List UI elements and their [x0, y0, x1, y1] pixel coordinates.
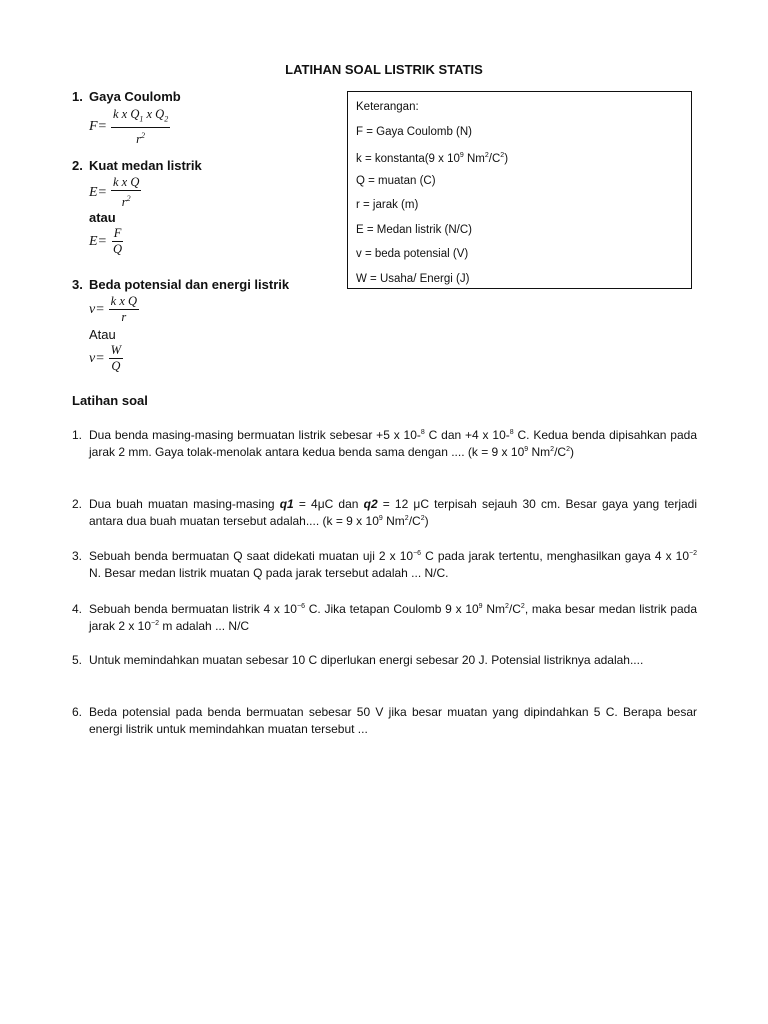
numerator-text: x Q	[143, 107, 165, 121]
formula-lhs: v=	[89, 350, 105, 366]
question-item	[72, 652, 697, 669]
keterangan-text: /C	[488, 152, 501, 165]
question-number: 5.	[72, 653, 83, 667]
question-number: 6.	[72, 705, 83, 719]
numerator-text: k x Q	[113, 107, 140, 121]
superscript: 2	[141, 130, 146, 140]
question-text: Sebuah benda bermuatan Q saat didekati muatan uji 2 x $10^{-6}$ C pada jarak tertentu, menghasilkan gaya 4 x $10^{-2}$ N. Besar medan listrik muatan Q pada jarak tersebut adalah ... N/C.	[89, 549, 697, 580]
keterangan-item-k	[356, 145, 683, 170]
question-text: Beda potensial pada benda bermuatan sebesar 50 V jika besar muatan yang dipindahkan 5 C. Berapa besar energi listrik untuk memindahkan muatan tersebut ...	[89, 705, 697, 736]
formula-coulomb	[89, 107, 170, 147]
keterangan-item: r = jarak (m)	[356, 199, 419, 211]
keterangan-box	[347, 91, 692, 289]
section-number: 3.	[72, 277, 83, 292]
fraction-denominator: Q	[113, 242, 123, 256]
denominator-text: r	[136, 131, 142, 146]
formula-lhs: E=	[89, 233, 107, 249]
question-item	[72, 496, 697, 530]
question-text: Dua buah muatan masing-masing q1 = 4μC dan q2 = 12 μC terpisah sejauh 30 cm. Besar gaya yang terjadi antara dua buah muatan tersebut adalah.... (k = 9 x $10^9$ $Nm^2/C^2$)	[89, 497, 698, 528]
or-label: Atau	[89, 327, 116, 342]
keterangan-item: E = Medan listrik (N/C)	[356, 223, 472, 236]
subscript: 2	[164, 114, 169, 124]
formula-medan-2	[89, 226, 124, 257]
question-number: 2.	[72, 497, 83, 511]
question-item	[72, 427, 697, 461]
section-label: Beda potensial dan energi listrik	[89, 277, 290, 292]
fraction-numerator: k x Q	[113, 175, 140, 189]
keterangan-item: Q = muatan (C)	[356, 174, 436, 187]
question-item	[72, 704, 697, 738]
or-label: atau	[89, 210, 116, 225]
keterangan-item: F = Gaya Coulomb (N)	[356, 125, 472, 138]
fraction-denominator: r	[121, 310, 127, 324]
keterangan-item: v = beda potensial (V)	[356, 248, 469, 260]
keterangan-heading: Keterangan:	[356, 101, 419, 113]
fraction-numerator: k x Q	[110, 294, 138, 308]
fraction	[111, 175, 141, 210]
question-item	[72, 601, 697, 635]
keterangan-text: )	[504, 152, 509, 165]
formula-medan-1	[89, 175, 141, 210]
superscript: 2	[484, 152, 489, 159]
fraction	[109, 294, 139, 325]
fraction-denominator	[134, 128, 147, 147]
fraction	[111, 107, 170, 147]
section-heading-gaya-coulomb	[72, 89, 181, 104]
section-heading-beda-potensial	[72, 277, 289, 292]
formula-lhs: F=	[89, 118, 107, 134]
section-number: 2.	[72, 158, 83, 173]
section-number: 1.	[72, 89, 83, 104]
question-text: Sebuah benda bermuatan listrik 4 x $10^{-6}$ C. Jika tetapan Coulomb 9 x $10^9$ $Nm^2/C^2$, maka besar medan listrik pada jarak 2 x $10^{-2}$ m adalah ... N/C	[89, 602, 697, 633]
fraction-numerator: F	[113, 226, 122, 240]
formula-lhs: v=	[89, 301, 105, 317]
section-label: Kuat medan listrik	[89, 158, 202, 173]
fraction	[109, 343, 123, 374]
fraction	[111, 226, 124, 257]
fraction-numerator	[111, 107, 170, 128]
section-heading-kuat-medan	[72, 158, 202, 173]
superscript: 2	[500, 152, 505, 159]
question-number: 4.	[72, 602, 83, 616]
keterangan-item: W = Usaha/ Energi (J)	[356, 272, 470, 285]
formula-potensial-2	[89, 343, 123, 374]
keterangan-text: Nm	[463, 152, 485, 165]
question-text: Untuk memindahkan muatan sebesar 10 C diperlukan energi sebesar 20 J. Potensial listriknya adalah....	[89, 653, 644, 667]
formula-lhs: E=	[89, 184, 107, 200]
subscript: 1	[139, 114, 144, 124]
superscript: 9	[459, 152, 464, 159]
question-number: 3.	[72, 549, 83, 563]
question-item	[72, 548, 697, 582]
formula-potensial-1	[89, 294, 139, 325]
fraction-numerator: W	[110, 343, 122, 357]
section-label: Gaya Coulomb	[89, 89, 181, 104]
superscript: 2	[126, 194, 131, 203]
question-text: Dua benda masing-masing bermuatan listrik sebesar +5 x 10-$^8$ C dan +4 x 10-$^8$ C. Kedua benda dipisahkan pada jarak 2 mm. Gaya tolak-menolak antara kedua benda sama dengan .... (k = 9 x $10^9$ $Nm^2/C^2$)	[89, 428, 697, 459]
fraction-denominator: Q	[111, 359, 121, 373]
question-number: 1.	[72, 428, 83, 442]
latihan-heading: Latihan soal	[72, 393, 148, 408]
denominator-text: r	[121, 195, 127, 210]
page-title: LATIHAN SOAL LISTRIK STATIS	[285, 62, 483, 77]
keterangan-text: k = konstanta(9 x 10	[356, 152, 460, 165]
fraction-denominator	[120, 191, 133, 210]
